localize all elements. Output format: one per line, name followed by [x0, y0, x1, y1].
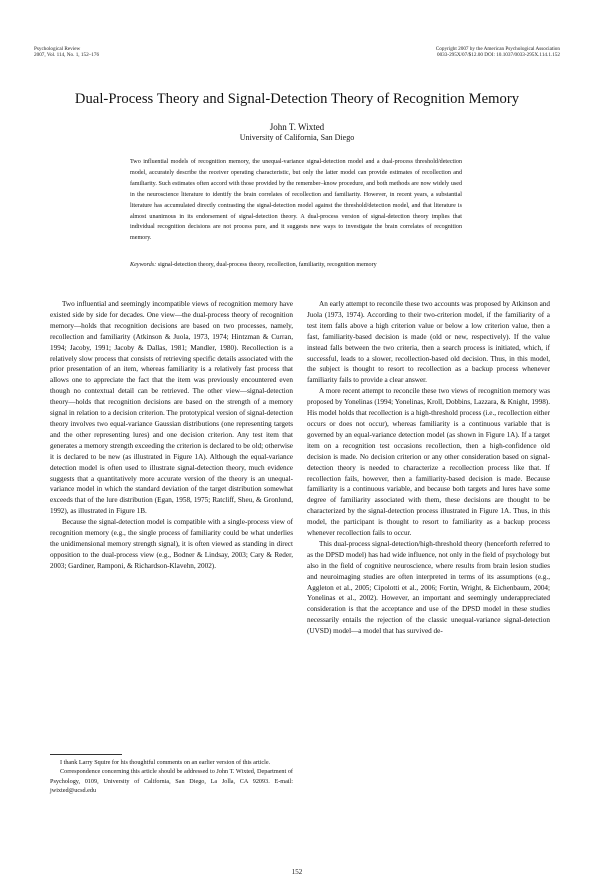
doi-line: 0033-295X/07/$12.00 DOI: 10.1037/0033-295X.114.1.152 — [436, 52, 560, 59]
body-paragraph: Because the signal-detection model is compatible with a single-process view of recognition memory (e.g., the single process of familiarity could be what underlies the unidimensional memory strength signal), it is often viewed as standing in direct opposition to the dual-process view (e.g., Bodner & Lindsay, 2003; Cary & Reder, 2003; Gardiner, Ramponi, & Richardson-Klavehn, 2002). — [50, 518, 293, 570]
keywords — [130, 261, 470, 269]
author-affiliation: University of California, San Diego — [239, 133, 355, 142]
journal-name: Psychological Review — [34, 46, 81, 52]
body-paragraph: An early attempt to reconcile these two accounts was proposed by Atkinson and Juola (1973, 1974). According to their two-criterion model, if the familiarity of a test item falls above a high criterion value or below a low criterion value, then a fast, familiarity-based decision is made (old or new, respectively). If the value instead falls between the two criteria, then a search process is initiated, which, if successful, leads to a slower, recollection-based old decision. Thus, in this model, the subject is thought to resort to recollection as a backup process whenever familiarity fails to provide a clear answer. — [307, 300, 550, 385]
running-header-left — [34, 46, 99, 59]
keywords-label: Keywords: — [130, 262, 157, 268]
body-paragraph: Two influential and seemingly incompatible views of recognition memory have existed side by side for decades. One view—the dual-process theory of recognition memory—holds that recognition decisions are based on two processes, namely, recollection and familiarity (Atkinson & Juola, 1973, 1974; Hintzman & Curran, 1994; Jacoby, 1991; Jacoby & Dallas, 1981; Mandler, 1980). Recollection is a relatively slow process that consists of retrieving specific details associated with the prior presentation of an item, whereas familiarity is a relatively fast process that allows one to appreciate the fact that the item was previously encountered even though no contextual detail can be retrieved. The other view—signal-detection theory—holds that recognition decisions are based on the strength of a memory signal in relation to a decision criterion. The prototypical version of signal-detection theory involves two equal-variance Gaussian distributions (one representing targets and the other representing lures) and one decision criterion. Any test item that generates a memory strength exceeding the criterion is declared to be old; otherwise it is declared to be new (as illustrated in Figure 1A). Although the equal-variance detection model is often used to illustrate signal-detection theory, much evidence suggests that a quantitatively more accurate version of the theory is an unequal-variance model in which the standard deviation of the target distribution somewhat exceeds that of the lure distribution (Egan, 1958, 1975; Ratcliff, Sheu, & Gronlund, 1992), as illustrated in Figure 1B. — [50, 300, 293, 516]
footnotes — [50, 758, 293, 795]
page-number: 152 — [291, 868, 303, 876]
body-paragraph: A more recent attempt to reconcile these two views of recognition memory was proposed by Yonelinas (1994; Yonelinas, Kroll, Dobbins, Lazzara, & Knight, 1998). His model holds that recollection is a high-threshold process (i.e., recollection either occurs or does not occur), whereas familiarity is a continuous variable that is governed by an equal-variance detection model (as shown in Figure 1A). If a target item on a recognition test occasions recollection, then a high-confidence old decision is made. No decision criterion or any other consideration based on signal-detection theory is needed to characterize a recollection process like that. If recollection fails, however, then a familiarity-based decision is made. Because familiarity is a continuous variable, and because both targets and lures have some degree of familiarity associated with them, these decisions are thought to be characterized by the signal-detection process illustrated in Figure 1A. Thus, in this model, the participant is thought to resort to familiarity as a backup process whenever recollection fails to occur. — [307, 387, 550, 538]
author-name: John T. Wixted — [269, 122, 325, 132]
footnote-correspondence: Correspondence concerning this article should be addressed to John T. Wixted, Department of Psychology, 0109, University of California, San Diego, La Jolla, CA 92093. E-mail: jwixted@ucsd.edu — [50, 768, 293, 794]
body-column-right — [307, 299, 550, 637]
volume-info: 2007, Vol. 114, No. 1, 152–176 — [34, 52, 100, 59]
body-column-left — [50, 299, 293, 572]
abstract: Two influential models of recognition memory, the unequal-variance signal-detection model and a dual-process threshold/detection model, accurately describe the receiver operating characteristic, but only the latter model can provide estimates of recollection and familiarity. Such estimates often accord with those provided by the remember–know procedure, and both methods are now widely used in the neuroscience literature to identify the brain correlates of recollection and familiarity. However, in recent years, a substantial literature has accumulated directly contrasting the signal-detection model against the threshold/detection model, and that literature is almost unanimous in its endorsement of signal-detection theory. A dual-process version of signal-detection theory implies that individual recognition decisions are not process pure, and it suggests new ways to investigate the brain correlates of recognition memory. — [130, 159, 462, 242]
keywords-text: signal-detection theory, dual-process theory, recollection, familiarity, recognition memory — [157, 262, 377, 268]
article-title: Dual-Process Theory and Signal-Detection Theory of Recognition Memory — [74, 91, 520, 107]
running-header-right — [436, 46, 560, 59]
footnote-acknowledgment: I thank Larry Squire for his thoughtful comments on an earlier version of this article. — [60, 759, 271, 766]
body-paragraph: This dual-process signal-detection/high-threshold theory (henceforth referred to as the DPSD model) has had wide influence, not only in the field of psychology but also in the field of cognitive neuroscience, where results from brain lesion studies and neuroimaging studies are often interpreted in terms of its assumptions (e.g., Aggleton et al., 2005; Cipolotti et al., 2006; Fortin, Wright, & Eichenbaum, 2004; Yonelinas et al., 2002). However, an important and seemingly underappreciated consideration is that the acceptance and use of the DPSD model in these studies necessarily entails the rejection of the classic unequal-variance signal-detection (UVSD) model—a model that has survived de- — [307, 539, 550, 636]
copyright-line: Copyright 2007 by the American Psychological Association — [435, 46, 560, 52]
footnote-divider — [50, 754, 122, 755]
